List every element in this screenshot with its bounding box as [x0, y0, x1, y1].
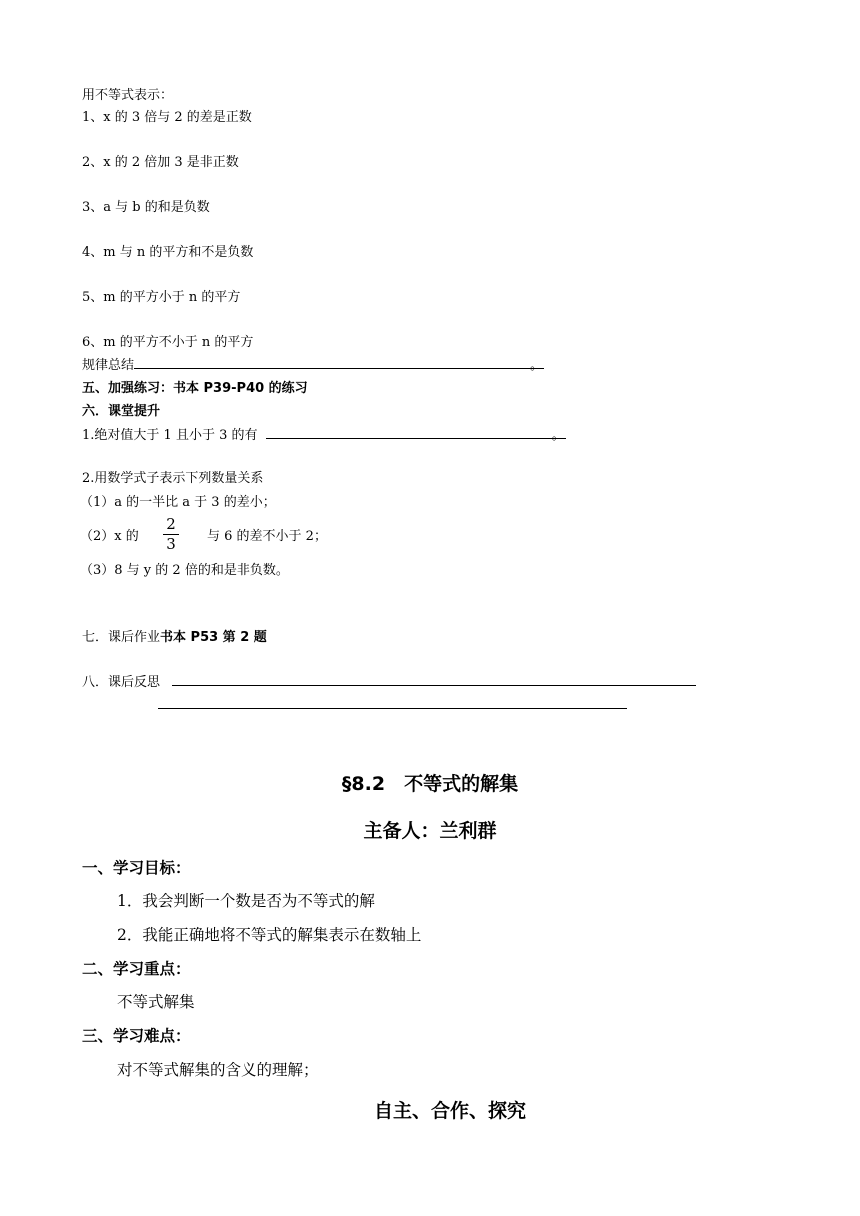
exercise-item-1: 1、x 的 3 倍与 2 的差是正数	[82, 110, 252, 125]
summary-line[interactable]	[82, 354, 544, 373]
difficulty-heading: 三、学习难点：	[82, 1027, 191, 1045]
exercise-item-5: 5、m 的平方小于 n 的平方	[82, 290, 241, 305]
question-2-part-1: （1）a 的一半比 a 于 3 的差小；	[80, 495, 276, 510]
goals-heading: 一、学习目标：	[82, 859, 191, 877]
question-1-line[interactable]	[82, 424, 566, 443]
section-7-homework: 书本 P53 第 2 题	[160, 630, 267, 645]
section-6-heading: 六．课堂提升	[82, 404, 161, 419]
question-2-part-2-pre: （2）x 的	[80, 529, 139, 544]
chapter-title: §8.2 不等式的解集	[341, 773, 519, 795]
exercise-item-6: 6、m 的平方不小于 n 的平方	[82, 335, 254, 350]
difficulty-text: 对不等式解集的含义的理解；	[117, 1061, 319, 1079]
author-line: 主备人：兰利群	[363, 820, 497, 842]
key-points-text: 不等式解集	[117, 993, 195, 1011]
exercise-item-4: 4、m 与 n 的平方和不是负数	[82, 245, 254, 260]
key-points-heading: 二、学习重点：	[82, 960, 191, 978]
section-8-label: 八．课后反思	[82, 675, 161, 690]
reflection-line-2[interactable]	[158, 708, 627, 709]
exercise-item-3: 3、a 与 b 的和是负数	[82, 200, 210, 215]
intro-text: 用不等式表示：	[82, 88, 174, 103]
question-1-text: 1.绝对值大于 1 且小于 3 的有	[82, 428, 258, 443]
question-1-end: 。	[552, 424, 566, 439]
summary-label: 规律总结	[82, 358, 135, 373]
question-1-blank[interactable]	[266, 424, 552, 439]
summary-end: 。	[530, 354, 544, 369]
summary-blank[interactable]	[134, 354, 530, 369]
fraction-numerator: 2	[166, 515, 176, 533]
fraction-denominator: 3	[166, 535, 176, 553]
goal-item-2: 2．我能正确地将不等式的解集表示在数轴上	[117, 926, 422, 944]
goal-item-1: 1．我会判断一个数是否为不等式的解	[117, 892, 375, 910]
section-5-heading: 五、加强练习：书本 P39-P40 的练习	[82, 381, 308, 396]
question-2-text: 2.用数学式子表示下列数量关系	[82, 471, 264, 486]
section-7-prefix: 七．课后作业	[82, 630, 161, 645]
fraction-two-thirds	[163, 516, 179, 553]
section-7-line	[82, 626, 267, 645]
exercise-item-2: 2、x 的 2 倍加 3 是非正数	[82, 155, 239, 170]
question-2-part-2-post: 与 6 的差不小于 2；	[207, 529, 327, 544]
reflection-line-1[interactable]	[172, 685, 696, 686]
explore-heading: 自主、合作、探究	[373, 1100, 526, 1122]
question-2-part-3: （3）8 与 y 的 2 倍的和是非负数。	[80, 563, 289, 578]
